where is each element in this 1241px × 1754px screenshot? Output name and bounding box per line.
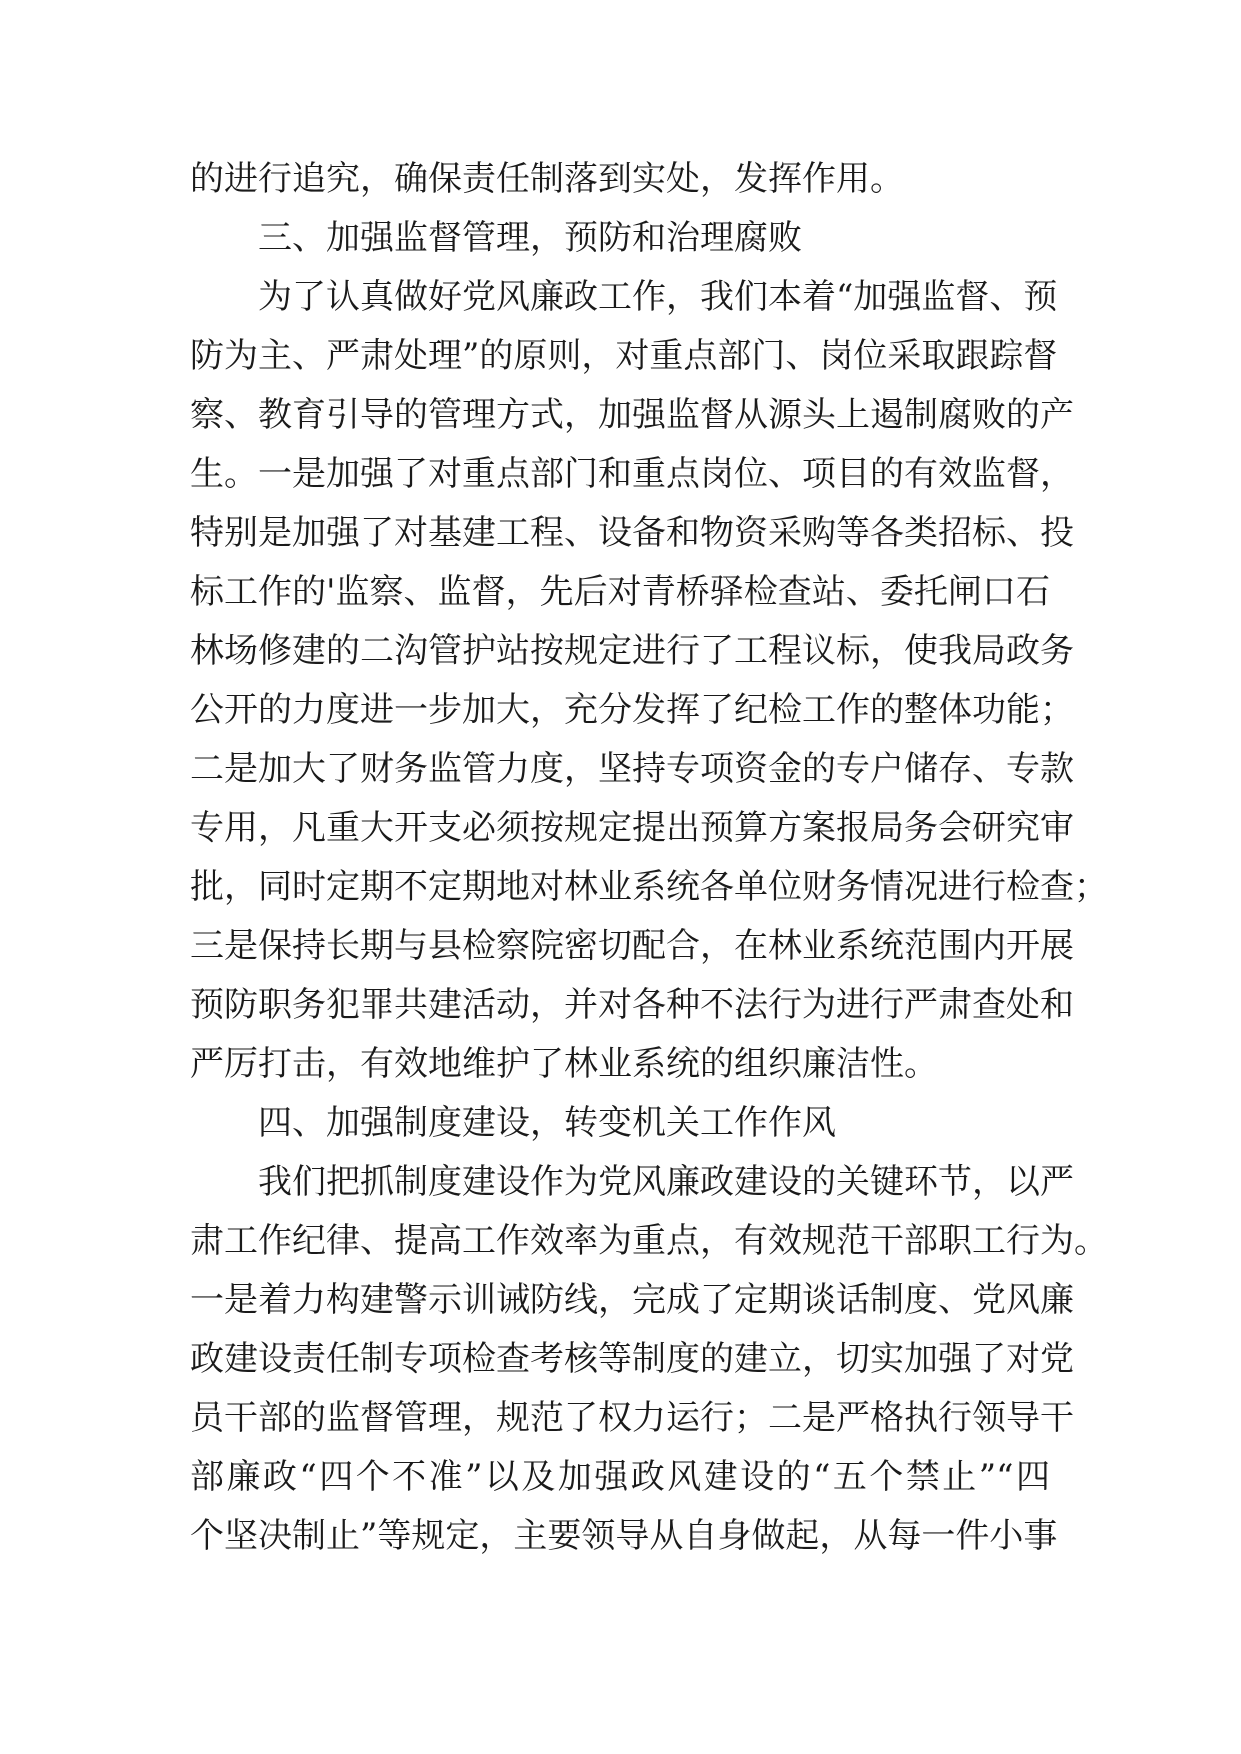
text-line: 公开的力度进一步加大，充分发挥了纪检工作的整体功能；: [190, 690, 1074, 730]
document-body: [190, 150, 1108, 1566]
text-line: 四、加强制度建设，转变机关工作作风: [258, 1103, 836, 1143]
text-line: 专用，凡重大开支必须按规定提出预算方案报局务会研究审: [190, 808, 1074, 848]
text-line: 生。一是加强了对重点部门和重点岗位、项目的有效监督，: [190, 454, 1074, 494]
text-line: 员干部的监督管理，规范了权力运行；二是严格执行领导干: [190, 1398, 1074, 1438]
text-line: 特别是加强了对基建工程、设备和物资采购等各类招标、投: [190, 513, 1074, 553]
text-line: 为了认真做好党风廉政工作，我们本着“加强监督、预: [258, 277, 1058, 317]
text-line: 一是着力构建警示训诫防线，完成了定期谈话制度、党风廉: [190, 1280, 1074, 1320]
text-line: 三是保持长期与县检察院密切配合，在林业系统范围内开展: [190, 926, 1074, 966]
text-line: 政建设责任制专项检查考核等制度的建立，切实加强了对党: [190, 1339, 1074, 1379]
text-line: 我们把抓制度建设作为党风廉政建设的关键环节，以严: [258, 1162, 1074, 1202]
text-line: 严厉打击，有效地维护了林业系统的组织廉洁性。: [190, 1044, 938, 1084]
text-line: 二是加大了财务监管力度，坚持专项资金的专户储存、专款: [190, 749, 1074, 789]
text-line: 个坚决制止”等规定，主要领导从自身做起，从每一件小事: [190, 1516, 1058, 1556]
text-line: 批，同时定期不定期地对林业系统各单位财务情况进行检查；: [190, 867, 1108, 907]
text-line: 的进行追究，确保责任制落到实处，发挥作用。: [190, 159, 904, 199]
text-line: 肃工作纪律、提高工作效率为重点，有效规范干部职工行为。: [190, 1221, 1108, 1261]
text-line: 部廉政“四个不准”以及加强政风建设的“五个禁止”“四: [190, 1457, 1050, 1497]
text-line: 预防职务犯罪共建活动，并对各种不法行为进行严肃查处和: [190, 985, 1074, 1025]
text-line: 林场修建的二沟管护站按规定进行了工程议标，使我局政务: [190, 631, 1074, 671]
text-line: 标工作的'监察、监督，先后对青桥驿检查站、委托闸口石: [190, 572, 1050, 612]
text-line: 三、加强监督管理，预防和治理腐败: [258, 218, 802, 258]
text-line: 防为主、严肃处理”的原则，对重点部门、岗位采取跟踪督: [190, 336, 1058, 376]
text-line: 察、教育引导的管理方式，加强监督从源头上遏制腐败的产: [190, 395, 1074, 435]
